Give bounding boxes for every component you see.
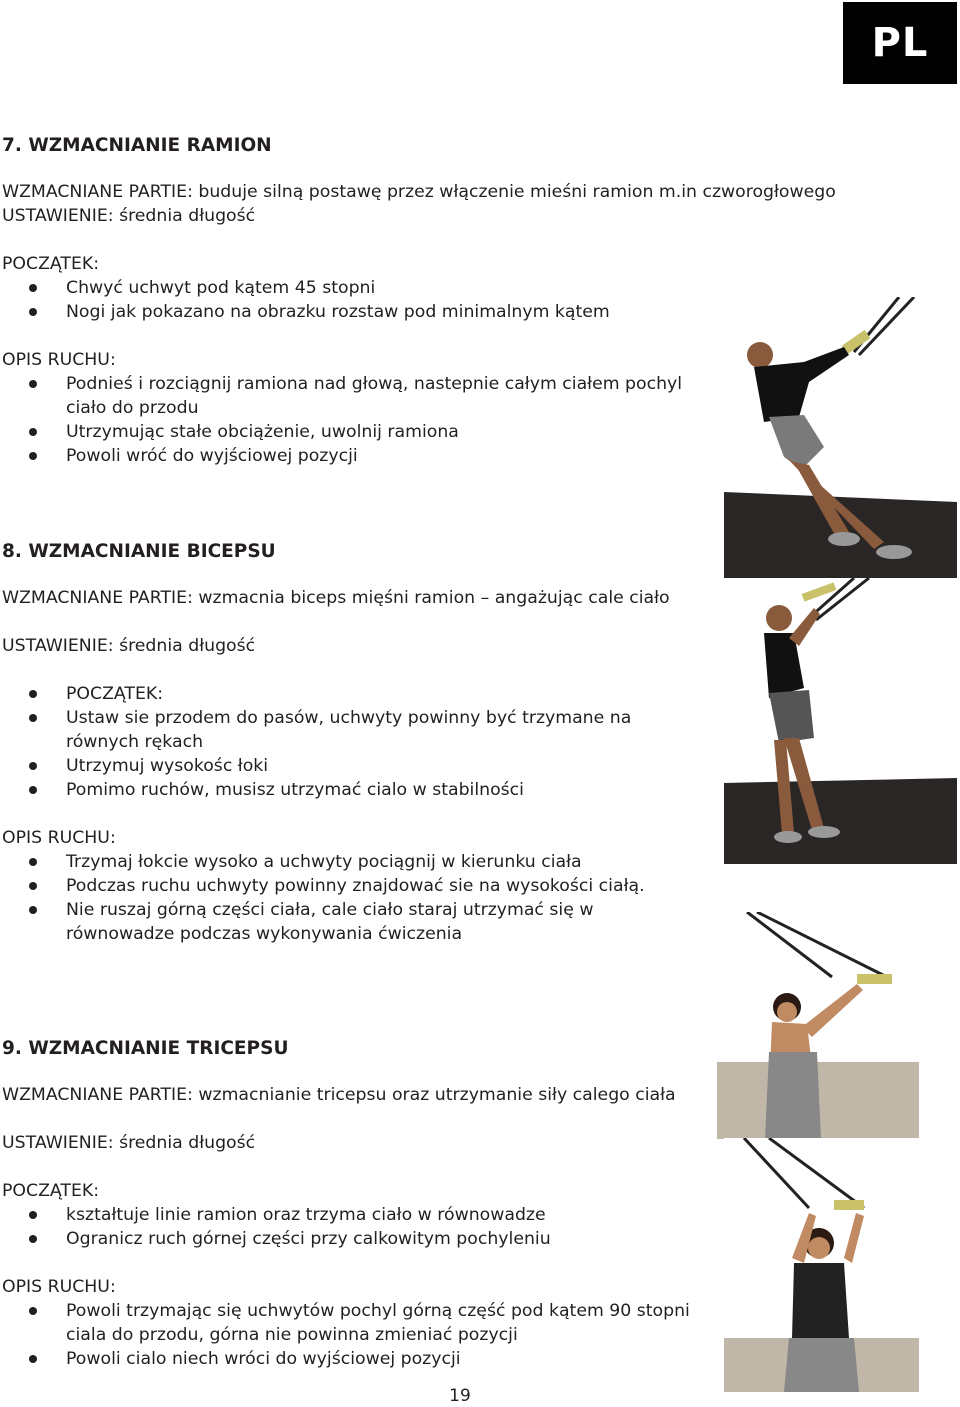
exercise-photo-biceps xyxy=(724,578,957,864)
section-9-motion-item-cont: ciala do przodu, górna nie powinna zmieniać pozycji xyxy=(66,1325,518,1345)
section-7-motion-item: Utrzymując stałe obciążenie, uwolnij ramiona xyxy=(66,422,459,442)
bullet xyxy=(29,1355,37,1363)
section-8-list-item-cont: równych rękach xyxy=(66,732,204,752)
section-7-start-item: Chwyć uchwyt pod kątem 45 stopni xyxy=(66,278,376,298)
section-8-list-item: Ustaw sie przodem do pasów, uchwyty powinny być trzymane na xyxy=(66,708,632,728)
bullet xyxy=(29,858,37,866)
section-9-setting: USTAWIENIE: średnia długość xyxy=(2,1133,256,1153)
bullet xyxy=(29,906,37,914)
section-8-motion-item: Podczas ruchu uchwyty powinny znajdować sie na wysokości ciałą. xyxy=(66,876,645,896)
bullet xyxy=(29,428,37,436)
bullet xyxy=(29,1307,37,1315)
page-number: 19 xyxy=(449,1386,471,1406)
section-8-list-item: POCZĄTEK: xyxy=(66,684,164,704)
section-7-partie: WZMACNIANE PARTIE: buduje silną postawę przez włączenie mieśni ramion m.in czworogłowego xyxy=(2,182,836,202)
section-9-start-label: POCZĄTEK: xyxy=(2,1181,100,1201)
bullet xyxy=(29,882,37,890)
section-8-motion-item: Nie ruszaj górną części ciała, cale ciało staraj utrzymać się w xyxy=(66,900,594,920)
bullet xyxy=(29,714,37,722)
section-7-start-item: Nogi jak pokazano na obrazku rozstaw pod minimalnym kątem xyxy=(66,302,610,322)
bullet xyxy=(29,1211,37,1219)
section-8-partie: WZMACNIANE PARTIE: wzmacnia biceps mięśni ramion – angażując cale ciało xyxy=(2,588,670,608)
bullet xyxy=(29,380,37,388)
section-9-start-item: kształtuje linie ramion oraz trzyma ciało w równowadze xyxy=(66,1205,546,1225)
section-9-partie: WZMACNIANE PARTIE: wzmacnianie tricepsu oraz utrzymanie siły calego ciała xyxy=(2,1085,676,1105)
section-7-motion-item-cont: ciało do przodu xyxy=(66,398,199,418)
bullet xyxy=(29,284,37,292)
section-9-title: 9. WZMACNIANIE TRICEPSU xyxy=(2,1038,289,1059)
bullet xyxy=(29,1235,37,1243)
bullet xyxy=(29,762,37,770)
section-7-motion-item: Podnieś i rozciągnij ramiona nad głową, nastepnie całym ciałem pochyl xyxy=(66,374,683,394)
exercise-photo-triceps-end xyxy=(724,1138,919,1392)
language-badge: PL xyxy=(843,2,957,84)
section-8-motion-item: Trzymaj łokcie wysoko a uchwyty pociągnij w kierunku ciała xyxy=(66,852,582,872)
bullet xyxy=(29,786,37,794)
section-9-motion-item: Powoli trzymając się uchwytów pochyl górną część pod kątem 90 stopni xyxy=(66,1301,690,1321)
section-7-motion-label: OPIS RUCHU: xyxy=(2,350,116,370)
section-8-title: 8. WZMACNIANIE BICEPSU xyxy=(2,541,276,562)
section-8-list-item: Utrzymuj wysokośc łoki xyxy=(66,756,269,776)
bullet xyxy=(29,690,37,698)
section-8-motion-item-cont: równowadze podczas wykonywania ćwiczenia xyxy=(66,924,463,944)
section-7-setting: USTAWIENIE: średnia długość xyxy=(2,206,256,226)
bullet xyxy=(29,308,37,316)
section-9-start-item: Ogranicz ruch górnej części przy calkowitym pochyleniu xyxy=(66,1229,551,1249)
section-7-title: 7. WZMACNIANIE RAMION xyxy=(2,135,272,156)
section-9-motion-label: OPIS RUCHU: xyxy=(2,1277,116,1297)
section-8-setting: USTAWIENIE: średnia długość xyxy=(2,636,256,656)
exercise-photo-arm-extension xyxy=(724,297,957,579)
exercise-photo-triceps-start xyxy=(717,912,919,1139)
bullet xyxy=(29,452,37,460)
section-7-start-label: POCZĄTEK: xyxy=(2,254,100,274)
section-7-motion-item: Powoli wróć do wyjściowej pozycji xyxy=(66,446,358,466)
section-8-list-item: Pomimo ruchów, musisz utrzymać cialo w stabilności xyxy=(66,780,524,800)
section-9-motion-item: Powoli cialo niech wróci do wyjściowej pozycji xyxy=(66,1349,461,1369)
section-8-motion-label: OPIS RUCHU: xyxy=(2,828,116,848)
